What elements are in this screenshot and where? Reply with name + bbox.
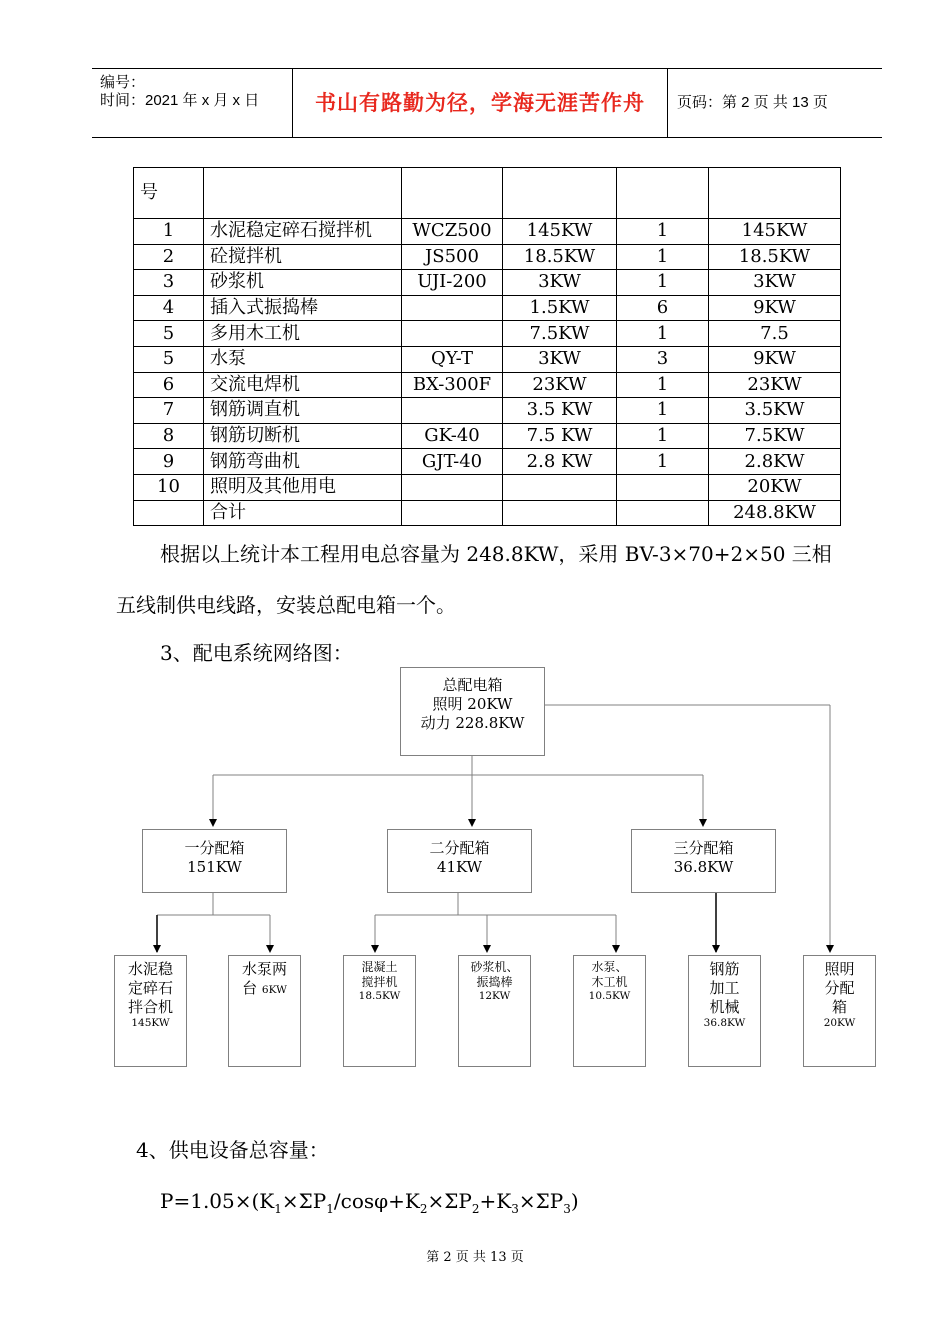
- cell-row-number: 5: [134, 321, 204, 347]
- cell-row-number: 8: [134, 423, 204, 449]
- leaf-label: 箱: [831, 998, 847, 1016]
- leaf-box-rebar-machinery: [688, 955, 761, 1067]
- header-cell-number: 号: [134, 168, 204, 219]
- cell-model: [402, 321, 503, 347]
- formula-part: ×ΣP: [427, 1189, 472, 1213]
- table-row: [134, 270, 841, 296]
- cell-quantity: 6: [617, 295, 709, 321]
- cell-row-number: [134, 500, 204, 526]
- leaf-label: 水泵、: [591, 960, 628, 974]
- table-row: [134, 500, 841, 526]
- formula-part: ×ΣP: [518, 1189, 564, 1213]
- cell-row-number: 7: [134, 398, 204, 424]
- header-cell: [204, 168, 402, 219]
- leaf-label: 搅拌机: [361, 975, 398, 989]
- formula-part: ×ΣP: [281, 1189, 327, 1213]
- cell-row-number: 1: [134, 219, 204, 245]
- page-footer: 第 2 页 共 13 页: [426, 1250, 524, 1265]
- header-motto: [292, 69, 668, 137]
- table-header-row: [134, 168, 841, 219]
- formula-part: ): [570, 1189, 579, 1213]
- cell-equipment-name: 插入式振捣棒: [204, 295, 402, 321]
- cell-model: GJT-40: [402, 449, 503, 475]
- main-distribution-box: [400, 667, 545, 756]
- formula-subscript: 1: [274, 1202, 282, 1216]
- leaf-power: 145KW: [131, 1017, 170, 1029]
- cell-model: [402, 474, 503, 500]
- leaf-power: 10.5KW: [588, 990, 631, 1002]
- cell-row-number: 6: [134, 372, 204, 398]
- cell-equipment-name: 水泵: [204, 346, 402, 372]
- table-row: [134, 372, 841, 398]
- section-4-heading: 4、供电设备总容量：: [136, 1138, 329, 1162]
- leaf-label: 照明: [824, 960, 855, 978]
- cell-row-number: 5: [134, 346, 204, 372]
- leaf-label: 定碎石: [127, 979, 173, 997]
- cell-model: QY-T: [402, 346, 503, 372]
- formula-subscript: 3: [511, 1202, 519, 1216]
- cell-total-power: 145KW: [709, 219, 841, 245]
- header-cell: [503, 168, 617, 219]
- cell-equipment-name: 砼搅拌机: [204, 244, 402, 270]
- cell-quantity: 1: [617, 321, 709, 347]
- cell-model: [402, 295, 503, 321]
- leaf-box-lighting: [803, 955, 876, 1067]
- leaf-box-water-pumps: [228, 955, 301, 1067]
- formula-subscript: 2: [419, 1202, 428, 1216]
- leaf-power: 12KW: [478, 990, 511, 1002]
- cell-row-number: 3: [134, 270, 204, 296]
- leaf-box-stabilized-mixer: [114, 955, 187, 1067]
- cell-total-power: 20KW: [709, 474, 841, 500]
- sub-box-name: 二分配箱: [429, 839, 490, 857]
- cell-model: BX-300F: [402, 372, 503, 398]
- cell-total-power: 2.8KW: [709, 449, 841, 475]
- cell-row-number: 2: [134, 244, 204, 270]
- cell-equipment-name: 水泥稳定碎石搅拌机: [204, 219, 402, 245]
- cell-row-number: 10: [134, 474, 204, 500]
- cell-rated-power: [503, 474, 617, 500]
- cell-quantity: 1: [617, 219, 709, 245]
- leaf-power: 36.8KW: [703, 1017, 746, 1029]
- leaf-label: 钢筋: [709, 960, 740, 978]
- cell-rated-power: 7.5 KW: [503, 423, 617, 449]
- leaf-label: 台: [242, 979, 258, 997]
- main-box-lighting: 照明 20KW: [432, 695, 513, 713]
- time-label: 时间：2021 年 x 月 x 日: [100, 92, 260, 109]
- cell-rated-power: 145KW: [503, 219, 617, 245]
- sub-box-power: 151KW: [187, 858, 242, 876]
- sub-distribution-box-2: [387, 829, 532, 893]
- main-box-power: 动力 228.8KW: [420, 714, 525, 732]
- table-row: [134, 321, 841, 347]
- cell-total-power: 3.5KW: [709, 398, 841, 424]
- cell-rated-power: 3.5 KW: [503, 398, 617, 424]
- formula-part: +K: [479, 1189, 512, 1213]
- cell-total-power: 3KW: [709, 270, 841, 296]
- header-cell: [617, 168, 709, 219]
- leaf-label: 机械: [709, 998, 740, 1016]
- cell-total-power: 23KW: [709, 372, 841, 398]
- cell-rated-power: 7.5KW: [503, 321, 617, 347]
- cell-model: JS500: [402, 244, 503, 270]
- leaf-power: 20KW: [823, 1017, 856, 1029]
- formula-part: P=1.05×(K: [160, 1189, 275, 1213]
- header-meta: [92, 69, 292, 137]
- cell-rated-power: 3KW: [503, 346, 617, 372]
- cell-equipment-name: 照明及其他用电: [204, 474, 402, 500]
- cell-model: [402, 500, 503, 526]
- formula-part: /cosφ+K: [333, 1189, 420, 1213]
- cell-model: GK-40: [402, 423, 503, 449]
- leaf-label: 加工: [709, 979, 740, 997]
- section-3-heading: 3、配电系统网络图：: [160, 641, 353, 665]
- table-row: [134, 449, 841, 475]
- cell-equipment-name: 交流电焊机: [204, 372, 402, 398]
- cell-equipment-name: 多用木工机: [204, 321, 402, 347]
- cell-quantity: [617, 474, 709, 500]
- header-cell: [709, 168, 841, 219]
- cell-model: [402, 398, 503, 424]
- cell-total-power: 7.5KW: [709, 423, 841, 449]
- cell-equipment-name: 钢筋调直机: [204, 398, 402, 424]
- table-row: [134, 398, 841, 424]
- leaf-label: 木工机: [591, 975, 628, 989]
- number-label: 编号：: [100, 74, 146, 91]
- cell-row-number: 4: [134, 295, 204, 321]
- formula-subscript: 2: [471, 1202, 480, 1216]
- leaf-label: 振捣棒: [476, 975, 513, 989]
- leaf-power: 6KW: [261, 984, 287, 996]
- sub-box-power: 41KW: [436, 858, 483, 876]
- motto-text: 书山有路勤为径，学海无涯苦作舟: [315, 91, 645, 115]
- summary-line-2: 五线制供电线路，安装总配电箱一个。: [116, 593, 456, 617]
- summary-line-1: 根据以上统计本工程用电总容量为 248.8KW，采用 BV-3×70+2×50 三相: [160, 542, 832, 566]
- table-row: [134, 423, 841, 449]
- table-row: [134, 346, 841, 372]
- cell-total-power: 9KW: [709, 295, 841, 321]
- leaf-label: 砂浆机、: [470, 960, 519, 974]
- page-header: [92, 68, 882, 138]
- cell-equipment-name: 砂浆机: [204, 270, 402, 296]
- cell-total-power: 18.5KW: [709, 244, 841, 270]
- cell-total-power: 248.8KW: [709, 500, 841, 526]
- leaf-label: 水泥稳: [127, 960, 173, 978]
- cell-quantity: 1: [617, 423, 709, 449]
- cell-quantity: 1: [617, 449, 709, 475]
- cell-quantity: 1: [617, 244, 709, 270]
- formula-subscript: 1: [326, 1202, 334, 1216]
- cell-model: WCZ500: [402, 219, 503, 245]
- table-row: [134, 219, 841, 245]
- cell-rated-power: 18.5KW: [503, 244, 617, 270]
- cell-model: UJI-200: [402, 270, 503, 296]
- cell-equipment-name: 合计: [204, 500, 402, 526]
- sub-box-name: 一分配箱: [184, 839, 245, 857]
- cell-total-power: 7.5: [709, 321, 841, 347]
- table-row: [134, 295, 841, 321]
- cell-rated-power: 23KW: [503, 372, 617, 398]
- leaf-label: 分配: [824, 979, 855, 997]
- equipment-table: [133, 167, 841, 526]
- leaf-box-concrete-mixer: [343, 955, 416, 1067]
- cell-quantity: 1: [617, 398, 709, 424]
- formula-subscript: 3: [563, 1202, 571, 1216]
- cell-quantity: [617, 500, 709, 526]
- cell-rated-power: 1.5KW: [503, 295, 617, 321]
- cell-rated-power: 3KW: [503, 270, 617, 296]
- cell-rated-power: 2.8 KW: [503, 449, 617, 475]
- cell-row-number: 9: [134, 449, 204, 475]
- capacity-formula: [160, 1189, 579, 1221]
- main-box-title: 总配电箱: [442, 676, 503, 694]
- table-row: [134, 474, 841, 500]
- leaf-power: 18.5KW: [358, 990, 401, 1002]
- cell-rated-power: [503, 500, 617, 526]
- cell-equipment-name: 钢筋切断机: [204, 423, 402, 449]
- header-cell: [402, 168, 503, 219]
- header-page-info: [667, 69, 882, 137]
- leaf-box-pump-woodworking: [573, 955, 646, 1067]
- leaf-label: 水泵两: [241, 960, 287, 978]
- sub-box-name: 三分配箱: [673, 839, 734, 857]
- sub-distribution-box-1: [142, 829, 287, 893]
- leaf-box-mortar-vibrator: [458, 955, 531, 1067]
- cell-quantity: 1: [617, 270, 709, 296]
- sub-box-power: 36.8KW: [673, 858, 734, 876]
- leaf-label-with-power: [229, 979, 300, 998]
- distribution-network-diagram: [0, 660, 950, 1080]
- leaf-label: 混凝土: [361, 960, 398, 974]
- sub-distribution-box-3: [631, 829, 776, 893]
- page-info: 页码：第 2 页 共 13 页: [677, 94, 828, 111]
- table-row: [134, 244, 841, 270]
- cell-quantity: 1: [617, 372, 709, 398]
- leaf-label: 拌合机: [127, 998, 173, 1016]
- cell-total-power: 9KW: [709, 346, 841, 372]
- cell-equipment-name: 钢筋弯曲机: [204, 449, 402, 475]
- cell-quantity: 3: [617, 346, 709, 372]
